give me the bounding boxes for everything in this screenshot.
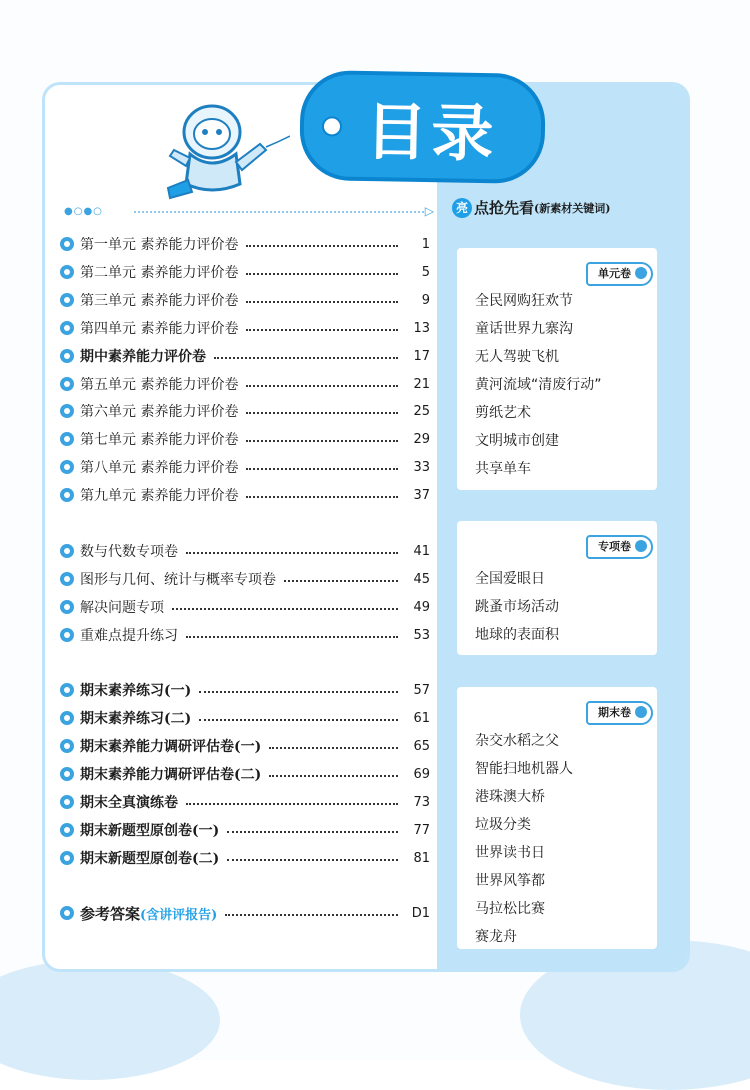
- dot-leader: [269, 775, 398, 777]
- toc-label: 第三单元 素养能力评价卷: [80, 293, 239, 309]
- bullet-icon: [60, 544, 74, 558]
- dot-lead-icon: ●○●○: [64, 206, 103, 217]
- toc-item[interactable]: [60, 316, 430, 340]
- toc-item[interactable]: [60, 818, 430, 842]
- keyword-item: 赛龙舟: [475, 929, 517, 945]
- toc-label: 期末新题型原创卷(一): [80, 823, 220, 839]
- toc-page-number: 17: [413, 348, 430, 364]
- dot-leader: [246, 385, 398, 387]
- bullet-icon: [60, 237, 74, 251]
- toc-label: 第六单元 素养能力评价卷: [80, 404, 239, 420]
- toc-item[interactable]: [60, 623, 430, 647]
- bullet-icon: [60, 488, 74, 502]
- toc-page-number: 21: [413, 376, 430, 392]
- toc-item[interactable]: [60, 372, 430, 396]
- toc-item[interactable]: [60, 288, 430, 312]
- dot-leader: [172, 608, 398, 610]
- toc-label: 数与代数专项卷: [80, 544, 178, 560]
- tab-circle-icon: [635, 540, 647, 552]
- keyword-item: 童话世界九寨沟: [475, 321, 573, 337]
- answer-sublabel: (含讲评报告): [140, 907, 218, 923]
- toc-item[interactable]: [60, 399, 430, 423]
- panel-title: 点抢先看: [474, 199, 535, 217]
- answer-page-number: D1: [411, 905, 430, 921]
- dot-leader: [214, 357, 398, 359]
- keyword-item: 马拉松比赛: [475, 901, 545, 917]
- panel-subtitle: (新素材关键词): [534, 201, 611, 215]
- toc-page-number: 29: [413, 431, 430, 447]
- keyword-item: 无人驾驶飞机: [475, 349, 559, 365]
- toc-item[interactable]: [60, 567, 430, 591]
- dot-leader: [246, 440, 398, 442]
- toc-item[interactable]: [60, 427, 430, 451]
- dot-leader: [186, 636, 398, 638]
- toc-page-number: 45: [413, 571, 430, 587]
- panel-header: [452, 197, 610, 218]
- section-tab: [586, 262, 653, 286]
- tag-hole: [322, 116, 342, 136]
- bullet-icon: [60, 321, 74, 335]
- dot-leader: [227, 859, 398, 861]
- toc-item[interactable]: [60, 678, 430, 702]
- toc-page-number: 61: [413, 710, 430, 726]
- section-tab-label: 专项卷: [598, 540, 631, 553]
- keyword-item: 世界读书日: [475, 845, 545, 861]
- keyword-item: 杂交水稻之父: [475, 733, 559, 749]
- bullet-icon: [60, 377, 74, 391]
- toc-page-number: 49: [413, 599, 430, 615]
- keyword-item: 共享单车: [475, 461, 531, 477]
- toc-item[interactable]: [60, 232, 430, 256]
- toc-page-number: 53: [413, 627, 430, 643]
- bullet-icon: [60, 711, 74, 725]
- toc-item[interactable]: [60, 344, 430, 368]
- bullet-icon: [60, 683, 74, 697]
- bullet-icon: [60, 293, 74, 307]
- toc-label: 第五单元 素养能力评价卷: [80, 377, 239, 393]
- section-tab-label: 期末卷: [598, 706, 631, 719]
- toc-item[interactable]: [60, 846, 430, 870]
- toc-label: 第一单元 素养能力评价卷: [80, 237, 239, 253]
- toc-item[interactable]: [60, 734, 430, 758]
- bullet-icon: [60, 906, 74, 920]
- toc-label: 期末素养能力调研评估卷(二): [80, 767, 262, 783]
- keyword-item: 黄河流域“清废行动”: [475, 377, 602, 393]
- keyword-item: 全民网购狂欢节: [475, 293, 573, 309]
- toc-label: 期末素养能力调研评估卷(一): [80, 739, 262, 755]
- tab-circle-icon: [635, 706, 647, 718]
- section-tab-label: 单元卷: [598, 267, 631, 280]
- bullet-icon: [60, 349, 74, 363]
- toc-label: 第四单元 素养能力评价卷: [80, 321, 239, 337]
- keyword-item: 垃圾分类: [475, 817, 531, 833]
- dot-leader: [246, 412, 398, 414]
- keyword-box-final: [457, 687, 657, 949]
- toc-page-number: 25: [413, 403, 430, 419]
- dot-leader: [186, 803, 398, 805]
- toc-label: 期末全真演练卷: [80, 795, 178, 811]
- toc-page-number: 1: [421, 236, 430, 252]
- bullet-icon: [60, 600, 74, 614]
- bullet-icon: [60, 404, 74, 418]
- toc-item[interactable]: [60, 483, 430, 507]
- toc-label: 第八单元 素养能力评价卷: [80, 460, 239, 476]
- title-tag: [299, 70, 546, 184]
- toc-item[interactable]: [60, 260, 430, 284]
- dot-leader: [246, 273, 398, 275]
- keyword-box-special: [457, 521, 657, 655]
- bullet-icon: [60, 851, 74, 865]
- toc-label: 第九单元 素养能力评价卷: [80, 488, 239, 504]
- keyword-item: 世界风筝都: [475, 873, 545, 889]
- keyword-box-unit: [457, 248, 657, 490]
- toc-page-number: 69: [413, 766, 430, 782]
- toc-label: 第七单元 素养能力评价卷: [80, 432, 239, 448]
- dot-leader: [227, 831, 398, 833]
- toc-label: 期末素养练习(二): [80, 711, 192, 727]
- toc-item[interactable]: [60, 762, 430, 786]
- keyword-item: 跳蚤市场活动: [475, 599, 559, 615]
- toc-label: 第二单元 素养能力评价卷: [80, 265, 239, 281]
- toc-page-number: 37: [413, 487, 430, 503]
- page-title: 目录: [364, 94, 499, 170]
- answer-label: 参考答案: [80, 904, 141, 923]
- toc-label: 解决问题专项: [80, 600, 164, 616]
- toc-item[interactable]: [60, 790, 430, 814]
- bullet-icon: [60, 823, 74, 837]
- keyword-item: 地球的表面积: [475, 627, 559, 643]
- bullet-icon: [60, 739, 74, 753]
- toc-item[interactable]: [60, 706, 430, 730]
- dot-leader: [246, 301, 398, 303]
- toc-page-number: 57: [413, 682, 430, 698]
- bullet-icon: [60, 767, 74, 781]
- dot-leader: [199, 691, 398, 693]
- toc-page-number: 81: [413, 850, 430, 866]
- bullet-icon: [60, 432, 74, 446]
- highlight-badge: 亮: [452, 198, 472, 218]
- toc-label: 期末素养练习(一): [80, 683, 192, 699]
- toc-page-number: 13: [413, 320, 430, 336]
- toc-page-number: 33: [413, 459, 430, 475]
- tab-circle-icon: [635, 267, 647, 279]
- top-dotted-line: [64, 206, 434, 216]
- toc-item[interactable]: [60, 539, 430, 563]
- section-tab: [586, 535, 653, 559]
- dot-leader: [284, 580, 398, 582]
- bullet-icon: [60, 265, 74, 279]
- dot-leader: [225, 914, 398, 916]
- keyword-item: 剪纸艺术: [475, 405, 531, 421]
- dot-leader: [246, 245, 398, 247]
- toc-page-number: 77: [413, 822, 430, 838]
- keyword-item: 智能扫地机器人: [475, 761, 573, 777]
- dot-leader: [186, 552, 398, 554]
- toc-label: 期末新题型原创卷(二): [80, 851, 220, 867]
- toc-page-number: 73: [413, 794, 430, 810]
- keyword-item: 全国爱眼日: [475, 571, 545, 587]
- bullet-icon: [60, 795, 74, 809]
- toc-label: 期中素养能力评价卷: [80, 349, 206, 365]
- toc-page-number: 5: [421, 264, 430, 280]
- astronaut-icon: [150, 92, 290, 202]
- toc-page-number: 41: [413, 543, 430, 559]
- section-tab: [586, 701, 653, 725]
- toc-label: 重难点提升练习: [80, 628, 178, 644]
- answer-item[interactable]: [60, 901, 430, 925]
- toc-label: 图形与几何、统计与概率专项卷: [80, 572, 276, 588]
- dot-leader: [199, 719, 398, 721]
- bullet-icon: [60, 460, 74, 474]
- dot-leader: [246, 468, 398, 470]
- bullet-icon: [60, 572, 74, 586]
- keyword-item: 文明城市创建: [475, 433, 559, 449]
- bullet-icon: [60, 628, 74, 642]
- toc-page-number: 9: [421, 292, 430, 308]
- toc-page-number: 65: [413, 738, 430, 754]
- arrow-icon: ▷: [424, 204, 434, 218]
- dot-leader: [246, 496, 398, 498]
- keyword-item: 港珠澳大桥: [475, 789, 545, 805]
- dot-leader: [269, 747, 398, 749]
- toc-item[interactable]: [60, 455, 430, 479]
- dot-leader: [246, 329, 398, 331]
- toc-item[interactable]: [60, 595, 430, 619]
